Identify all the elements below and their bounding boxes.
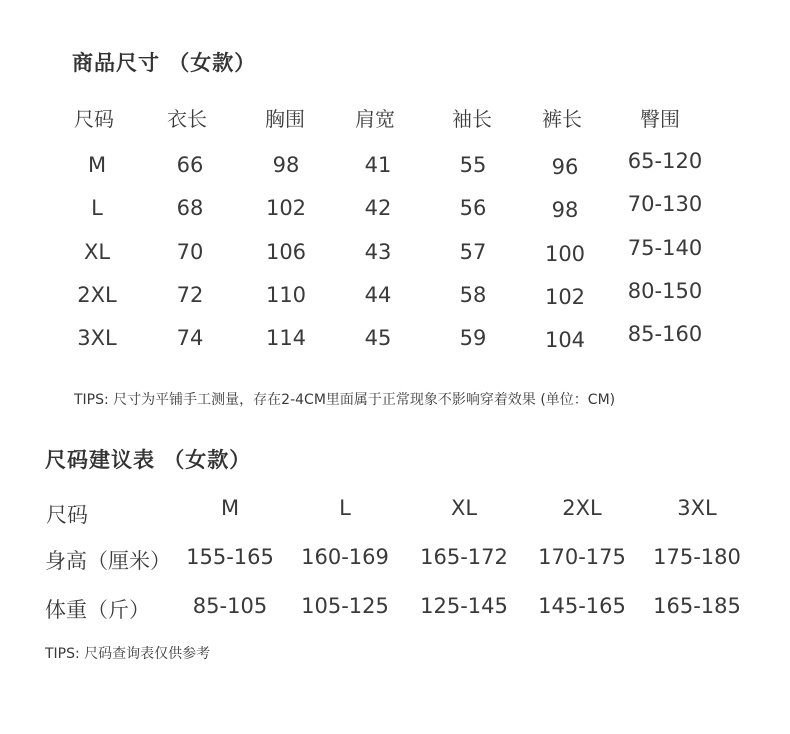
height-value: 160-169	[301, 545, 389, 569]
header-sleeve: 袖长	[452, 107, 492, 131]
cell-length: 68	[176, 196, 204, 220]
cell-shoulder: 41	[364, 153, 392, 177]
cell-size: L	[91, 196, 103, 220]
cell-pants: 96	[551, 155, 579, 179]
cell-size: 2XL	[77, 283, 117, 307]
cell-hip: 80-150	[627, 279, 703, 303]
height-value: 170-175	[538, 545, 626, 569]
cell-sleeve: 57	[459, 240, 487, 264]
cell-size: 3XL	[77, 326, 117, 350]
header-size-l: L	[339, 496, 351, 520]
cell-chest: 114	[265, 326, 307, 350]
cell-shoulder: 43	[364, 240, 392, 264]
cell-sleeve: 56	[459, 196, 487, 220]
height-value: 175-180	[653, 545, 741, 569]
recommend-table-tips: TIPS: 尺码查询表仅供参考	[45, 646, 211, 662]
weight-value: 125-145	[420, 594, 508, 618]
recommend-table-title: 尺码建议表 （女款）	[45, 448, 252, 472]
size-table-title: 商品尺寸 （女款）	[72, 51, 257, 75]
header-shoulder: 肩宽	[355, 107, 395, 131]
cell-pants: 104	[544, 328, 586, 352]
weight-value: 145-165	[538, 594, 626, 618]
header-chest: 胸围	[265, 107, 305, 131]
header-pants: 裤长	[542, 107, 582, 131]
weight-value: 105-125	[301, 594, 389, 618]
cell-size: M	[87, 153, 107, 177]
cell-shoulder: 42	[364, 196, 392, 220]
header-size-m: M	[220, 496, 240, 520]
cell-sleeve: 59	[459, 326, 487, 350]
header-length: 衣长	[167, 107, 207, 131]
weight-label: 体重（斤）	[45, 598, 150, 622]
cell-hip: 65-120	[627, 149, 703, 173]
height-value: 155-165	[186, 545, 274, 569]
header-size-xl: XL	[450, 496, 478, 520]
cell-pants: 100	[544, 242, 586, 266]
cell-pants: 98	[551, 198, 579, 222]
height-value: 165-172	[420, 545, 508, 569]
cell-shoulder: 45	[364, 326, 392, 350]
cell-length: 66	[176, 153, 204, 177]
cell-chest: 98	[272, 153, 300, 177]
weight-value: 85-105	[192, 594, 268, 618]
cell-sleeve: 55	[459, 153, 487, 177]
weight-value: 165-185	[653, 594, 741, 618]
cell-chest: 110	[265, 283, 307, 307]
size-table-tips: TIPS: 尺寸为平铺手工测量，存在2-4CM里面属于正常现象不影响穿着效果 (单位：CM)	[74, 392, 616, 408]
cell-hip: 75-140	[627, 236, 703, 260]
height-label: 身高（厘米）	[45, 549, 171, 573]
cell-size: XL	[83, 240, 111, 264]
cell-hip: 70-130	[627, 192, 703, 216]
cell-sleeve: 58	[459, 283, 487, 307]
cell-length: 74	[176, 326, 204, 350]
cell-pants: 102	[544, 285, 586, 309]
header-size-2xl: 2XL	[562, 496, 602, 520]
cell-chest: 102	[265, 196, 307, 220]
cell-hip: 85-160	[627, 322, 703, 346]
cell-length: 70	[176, 240, 204, 264]
cell-chest: 106	[265, 240, 307, 264]
header-size: 尺码	[74, 107, 114, 131]
cell-length: 72	[176, 283, 204, 307]
header-size-label: 尺码	[46, 503, 88, 527]
cell-shoulder: 44	[364, 283, 392, 307]
header-size-3xl: 3XL	[677, 496, 717, 520]
header-hip: 臀围	[640, 107, 680, 131]
